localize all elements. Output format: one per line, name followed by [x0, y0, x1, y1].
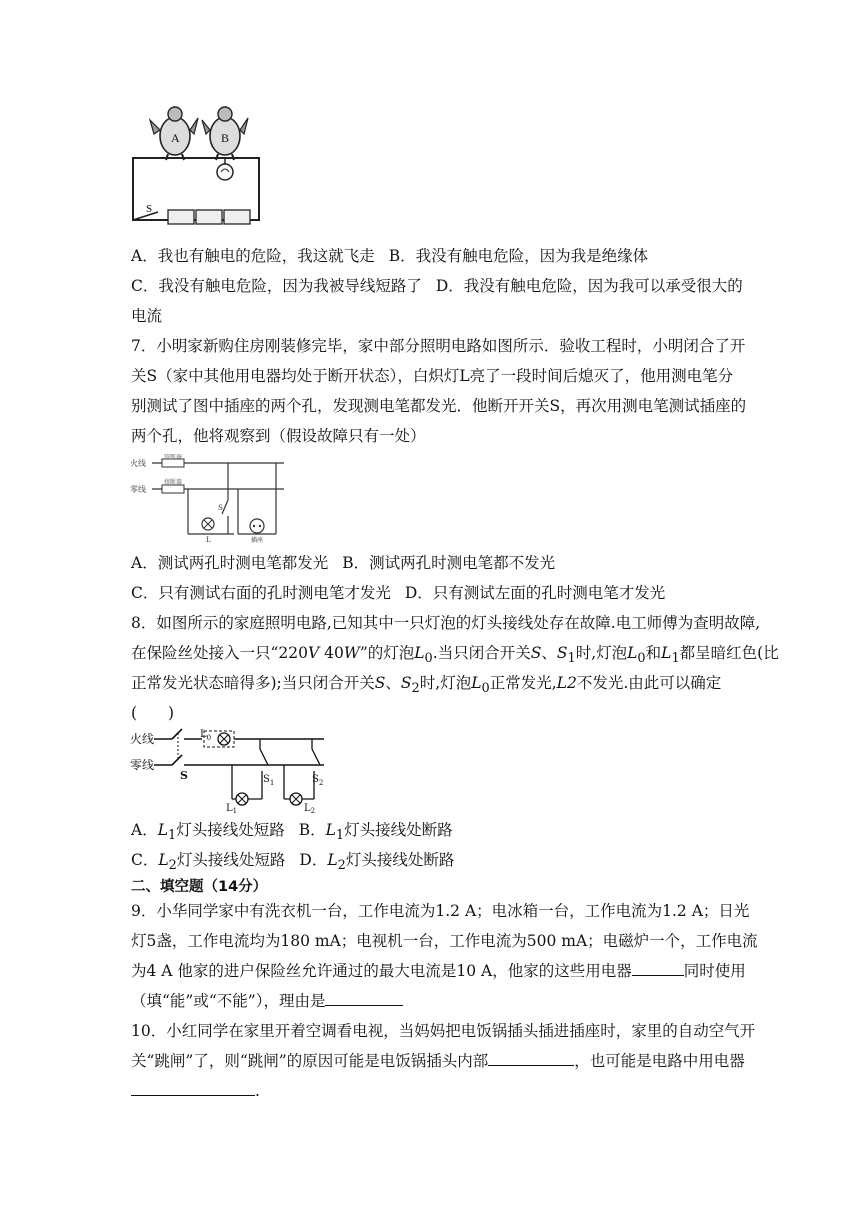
q8-neutral-label: 零线: [130, 758, 155, 772]
q7-lamp-label: L: [206, 536, 211, 544]
q6-options-row2: [131, 276, 743, 296]
q6-options-row1: [131, 246, 648, 266]
q7-options-row1: [131, 553, 555, 573]
switch-label: S: [146, 203, 153, 215]
q8-main-switch-icon: [172, 729, 182, 739]
q8-live-label: 火线: [130, 732, 155, 746]
q7-neutral-label: 零线: [130, 485, 146, 494]
q10-blank-2[interactable]: [131, 1081, 255, 1096]
battery-icon: [168, 210, 250, 224]
q8-stem-line3: 正常发光状态暗得多);当只闭合开关S、$S_2$时,灯泡$L_0$正常发光,L2不发光.由此可以确定: [131, 674, 722, 697]
q7-live-label: 火线: [130, 459, 146, 468]
q7-fuse-bottom-icon: [162, 485, 184, 493]
q6-option-c: C．我没有触电危险，因为我被导线短路了: [131, 277, 422, 295]
q8-answer-brackets: ( ): [131, 704, 175, 722]
q6-circuit-figure: [128, 100, 268, 226]
q7-switch-label: S: [218, 504, 223, 512]
q9-stem-line1: 9．小华同学家中有洗衣机一台，工作电流为1.2 A；电冰箱一台，工作电流为1.2 A；日光: [131, 902, 750, 920]
bulb-icon: [217, 158, 233, 180]
q6-option-a: A．我也有触电的危险，我这就飞走: [131, 247, 375, 265]
q10-stem-line3: .: [131, 1081, 260, 1101]
q7-option-b: B．测试两孔时测电笔都不发光: [342, 554, 556, 572]
q8-options-row1: [131, 820, 453, 846]
q9-stem-line3: 为4 A 他家的进户保险丝允许通过的最大电流是10 A，他家的这些用电器 同时使用: [131, 962, 746, 980]
q6-option-d-cont: 电流: [131, 307, 163, 325]
q7-fuse-top-icon: [162, 459, 184, 467]
q8-options-row2: [131, 850, 454, 876]
q6-option-d: D．我没有触电危险，因为我可以承受很大的: [435, 277, 743, 295]
q9-blank-1[interactable]: [632, 961, 684, 976]
q8-option-b: B．$L_1$灯头接线处断路: [298, 821, 453, 844]
q8-l2-label: $L_2$: [304, 803, 316, 813]
q8-option-d: D．$L_2$灯头接线处断路: [299, 851, 455, 874]
q9-stem-line2: 灯5盏，工作电流均为180 mA；电视机一台，工作电流为500 mA；电磁炉一个，工作电流: [131, 932, 758, 950]
q8-s1-switch-icon: [260, 749, 268, 765]
q9-stem-line4: （填“能”或“不能”），理由是: [131, 991, 403, 1011]
q10-stem-line2: 关“跳闸”了，则“跳闸”的原因可能是电饭锅插头内部 ，也可能是电路中用电器: [131, 1052, 745, 1070]
q7-stem-line2: 关S（家中其他用电器均处于断开状态），白炽灯L亮了一段时间后熄灭了，他用测电笔分: [131, 367, 734, 385]
bird-a-icon: [150, 107, 198, 160]
q8-s1-label: $S_1$: [263, 774, 275, 787]
q7-fuse-top-label: 熔断器: [164, 454, 183, 460]
q8-s2-switch-icon: [312, 749, 320, 765]
q6-option-b: B．我没有触电危险，因为我是绝缘体: [388, 247, 649, 265]
q8-option-a: A．$L_1$灯头接线处短路: [131, 821, 285, 844]
q8-l1-label: $L_1$: [226, 803, 238, 813]
q8-l0-label: $L_0$: [200, 729, 212, 742]
q10-blank-1[interactable]: [488, 1051, 574, 1066]
q7-stem-line3: 别测试了图中插座的两个孔，发现测电笔都发光．他断开开关S，再次用测电笔测试插座的: [131, 397, 747, 415]
bird-b-label: B: [221, 131, 230, 145]
q7-option-d: D．只有测试左面的孔时测电笔才发光: [404, 584, 666, 602]
q7-stem-line1: 7．小明家新购住房刚装修完毕，家中部分照明电路如图所示．验收工程时，小明闭合了开: [131, 337, 746, 355]
q8-s2-label: $S_2$: [312, 774, 324, 787]
bird-b-icon: [202, 107, 248, 160]
q7-option-c: C．只有测试右面的孔时测电笔才发光: [131, 584, 391, 602]
q7-circuit-figure: [128, 454, 286, 544]
q8-main-switch-label: S: [180, 769, 188, 782]
q8-stem-line1: 8．如图所示的家庭照明电路,已知其中一只灯泡的灯头接线处存在故障.电工师傅为查明故障,: [131, 614, 761, 632]
bird-a-label: A: [171, 131, 180, 145]
q7-socket-label: 插座: [251, 537, 264, 544]
q7-fuse-bottom-label: 熔断器: [164, 479, 183, 486]
q7-option-a: A．测试两孔时测电笔都发光: [131, 554, 329, 572]
q8-option-c: C．$L_2$灯头接线处短路: [131, 851, 286, 874]
q8-circuit-figure: [128, 727, 328, 813]
q9-blank-2[interactable]: [325, 991, 403, 1006]
section-heading: 二、填空题（14分）: [131, 879, 268, 895]
q7-socket-icon: [250, 519, 264, 533]
q7-options-row2: [131, 583, 665, 603]
q10-stem-line1: 10．小红同学在家里开着空调看电视，当妈妈把电饭锅插头插进插座时，家里的自动空气开: [131, 1022, 756, 1040]
q7-stem-line4: 两个孔，他将观察到（假设故障只有一处）: [131, 427, 426, 445]
q7-switch-icon: [222, 500, 228, 514]
q8-stem-line2: 在保险丝处接入一只“220V 40W”的灯泡$L_0$.当只闭合开关S、$S_1$时,灯泡$L_0$和$L_1$都呈暗红色(比: [131, 644, 779, 667]
